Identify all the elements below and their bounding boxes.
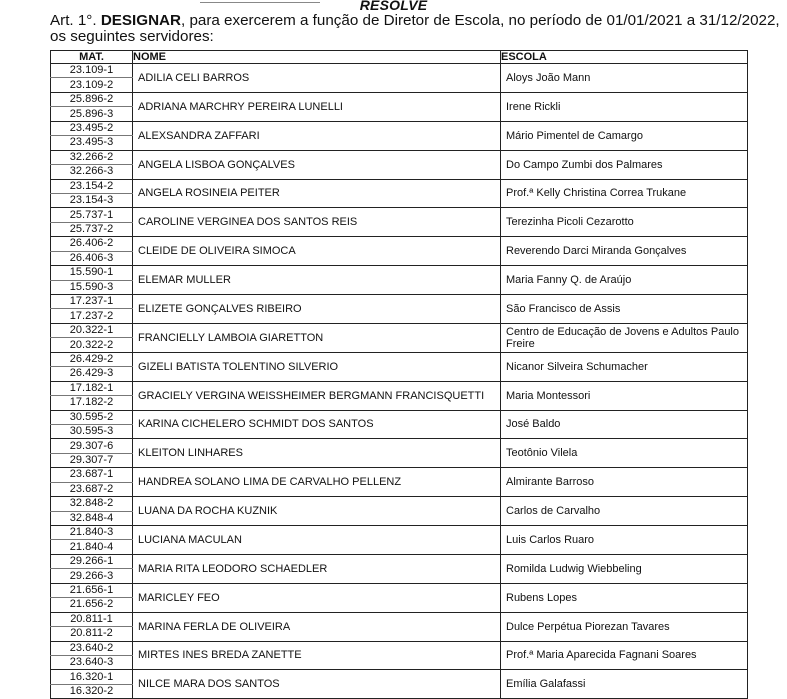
nome-cell: KLEITON LINHARES: [133, 439, 501, 468]
table-row: [51, 266, 748, 280]
mat-cell: 29.307-7: [51, 453, 133, 467]
mat-cell: 17.182-1: [51, 381, 133, 395]
nome-cell: MARICLEY FEO: [133, 583, 501, 612]
table-row: [51, 410, 748, 424]
mat-cell: 30.595-2: [51, 410, 133, 424]
mat-cell: 30.595-3: [51, 424, 133, 438]
nome-cell: ANGELA LISBOA GONÇALVES: [133, 150, 501, 179]
escola-cell: Dulce Perpétua Piorezan Tavares: [501, 612, 748, 641]
table-row: [51, 526, 748, 540]
header-escola: ESCOLA: [501, 51, 748, 64]
mat-cell: 25.737-1: [51, 208, 133, 222]
mat-cell: 25.896-2: [51, 92, 133, 106]
header-mat: MAT.: [51, 51, 133, 64]
table-row: [51, 150, 748, 164]
mat-cell: 23.109-2: [51, 78, 133, 92]
mat-cell: 23.687-2: [51, 482, 133, 496]
table-row: [51, 323, 748, 337]
mat-cell: 20.322-1: [51, 323, 133, 337]
escola-cell: São Francisco de Assis: [501, 295, 748, 324]
mat-cell: 17.237-1: [51, 295, 133, 309]
table-row: [51, 468, 748, 482]
escola-cell: Luis Carlos Ruaro: [501, 526, 748, 555]
mat-cell: 16.320-1: [51, 670, 133, 684]
nome-cell: ELEMAR MULLER: [133, 266, 501, 295]
mat-cell: 20.811-1: [51, 612, 133, 626]
escola-cell: José Baldo: [501, 410, 748, 439]
escola-cell: Rubens Lopes: [501, 583, 748, 612]
nome-cell: CAROLINE VERGINEA DOS SANTOS REIS: [133, 208, 501, 237]
mat-cell: 29.307-6: [51, 439, 133, 453]
escola-cell: Irene Rickli: [501, 92, 748, 121]
mat-cell: 23.495-2: [51, 121, 133, 135]
nome-cell: ADRIANA MARCHRY PEREIRA LUNELLI: [133, 92, 501, 121]
nome-cell: NILCE MARA DOS SANTOS: [133, 670, 501, 699]
table-row: [51, 554, 748, 568]
mat-cell: 21.840-4: [51, 540, 133, 554]
nome-cell: MIRTES INES BREDA ZANETTE: [133, 641, 501, 670]
mat-cell: 32.848-2: [51, 497, 133, 511]
table-row: [51, 208, 748, 222]
mat-cell: 25.896-3: [51, 107, 133, 121]
mat-cell: 29.266-1: [51, 554, 133, 568]
nome-cell: HANDREA SOLANO LIMA DE CARVALHO PELLENZ: [133, 468, 501, 497]
mat-cell: 16.320-2: [51, 684, 133, 698]
mat-cell: 23.109-1: [51, 64, 133, 78]
nome-cell: MARIA RITA LEODORO SCHAEDLER: [133, 554, 501, 583]
mat-cell: 23.495-3: [51, 136, 133, 150]
mat-cell: 21.840-3: [51, 526, 133, 540]
mat-cell: 32.848-4: [51, 511, 133, 525]
servidores-table: [50, 50, 748, 699]
table-row: [51, 121, 748, 135]
escola-cell: Teotônio Vilela: [501, 439, 748, 468]
nome-cell: MARINA FERLA DE OLIVEIRA: [133, 612, 501, 641]
table-body: [51, 64, 748, 699]
nome-cell: ALEXSANDRA ZAFFARI: [133, 121, 501, 150]
mat-cell: 15.590-3: [51, 280, 133, 294]
mat-cell: 23.640-3: [51, 655, 133, 669]
nome-cell: KARINA CICHELERO SCHMIDT DOS SANTOS: [133, 410, 501, 439]
table-row: [51, 583, 748, 597]
escola-cell: Emília Galafassi: [501, 670, 748, 699]
nome-cell: LUANA DA ROCHA KUZNIK: [133, 497, 501, 526]
mat-cell: 17.237-2: [51, 309, 133, 323]
escola-cell: Romilda Ludwig Wiebbeling: [501, 554, 748, 583]
article-verb: DESIGNAR: [100, 12, 181, 29]
escola-cell: Reverendo Darci Miranda Gonçalves: [501, 237, 748, 266]
table-row: [51, 381, 748, 395]
table-header-row: [51, 51, 748, 64]
mat-cell: 21.656-1: [51, 583, 133, 597]
table-row: [51, 64, 748, 78]
table-row: [51, 612, 748, 626]
mat-cell: 23.687-1: [51, 468, 133, 482]
escola-cell: Nicanor Silveira Schumacher: [501, 352, 748, 381]
table-row: [51, 179, 748, 193]
escola-cell: Carlos de Carvalho: [501, 497, 748, 526]
table-row: [51, 439, 748, 453]
escola-cell: Almirante Barroso: [501, 468, 748, 497]
table-row: [51, 497, 748, 511]
mat-cell: 23.154-3: [51, 193, 133, 207]
mat-cell: 17.182-2: [51, 396, 133, 410]
escola-cell: Prof.ª Kelly Christina Correa Trukane: [501, 179, 748, 208]
table-row: [51, 92, 748, 106]
mat-cell: 26.429-2: [51, 352, 133, 366]
escola-cell: Maria Fanny Q. de Araújo: [501, 266, 748, 295]
nome-cell: ELIZETE GONÇALVES RIBEIRO: [133, 295, 501, 324]
table-row: [51, 295, 748, 309]
table-row: [51, 670, 748, 684]
mat-cell: 29.266-3: [51, 569, 133, 583]
mat-cell: 26.429-3: [51, 367, 133, 381]
article-text: , para exercerem a função de Diretor de Escola, no período de 01/01/2021 a 31/12/2022, os seguintes servidores:: [50, 12, 780, 45]
nome-cell: GRACIELY VERGINA WEISSHEIMER BERGMANN FRANCISQUETTI: [133, 381, 501, 410]
article-number: Art. 1°.: [50, 12, 97, 29]
mat-cell: 32.266-3: [51, 165, 133, 179]
mat-cell: 26.406-3: [51, 251, 133, 265]
header-nome: NOME: [133, 51, 501, 64]
escola-cell: Do Campo Zumbi dos Palmares: [501, 150, 748, 179]
escola-cell: Maria Montessori: [501, 381, 748, 410]
mat-cell: 20.811-2: [51, 627, 133, 641]
table-row: [51, 641, 748, 655]
mat-cell: 23.640-2: [51, 641, 133, 655]
escola-cell: Mário Pimentel de Camargo: [501, 121, 748, 150]
mat-cell: 15.590-1: [51, 266, 133, 280]
nome-cell: LUCIANA MACULAN: [133, 526, 501, 555]
nome-cell: ANGELA ROSINEIA PEITER: [133, 179, 501, 208]
escola-cell: Aloys João Mann: [501, 64, 748, 93]
resolve-heading: RESOLVE: [359, 0, 428, 13]
nome-cell: FRANCIELLY LAMBOIA GIARETTON: [133, 323, 501, 352]
article-intro: [50, 13, 785, 45]
mat-cell: 21.656-2: [51, 598, 133, 612]
nome-cell: GIZELI BATISTA TOLENTINO SILVERIO: [133, 352, 501, 381]
table-row: [51, 237, 748, 251]
mat-cell: 25.737-2: [51, 222, 133, 236]
table-row: [51, 352, 748, 366]
escola-cell: Terezinha Picoli Cezarotto: [501, 208, 748, 237]
mat-cell: 26.406-2: [51, 237, 133, 251]
escola-cell: Prof.ª Maria Aparecida Fagnani Soares: [501, 641, 748, 670]
mat-cell: 32.266-2: [51, 150, 133, 164]
mat-cell: 23.154-2: [51, 179, 133, 193]
nome-cell: ADILIA CELI BARROS: [133, 64, 501, 93]
nome-cell: CLEIDE DE OLIVEIRA SIMOCA: [133, 237, 501, 266]
escola-cell: Centro de Educação de Jovens e Adultos Paulo Freire: [501, 323, 748, 352]
mat-cell: 20.322-2: [51, 338, 133, 352]
